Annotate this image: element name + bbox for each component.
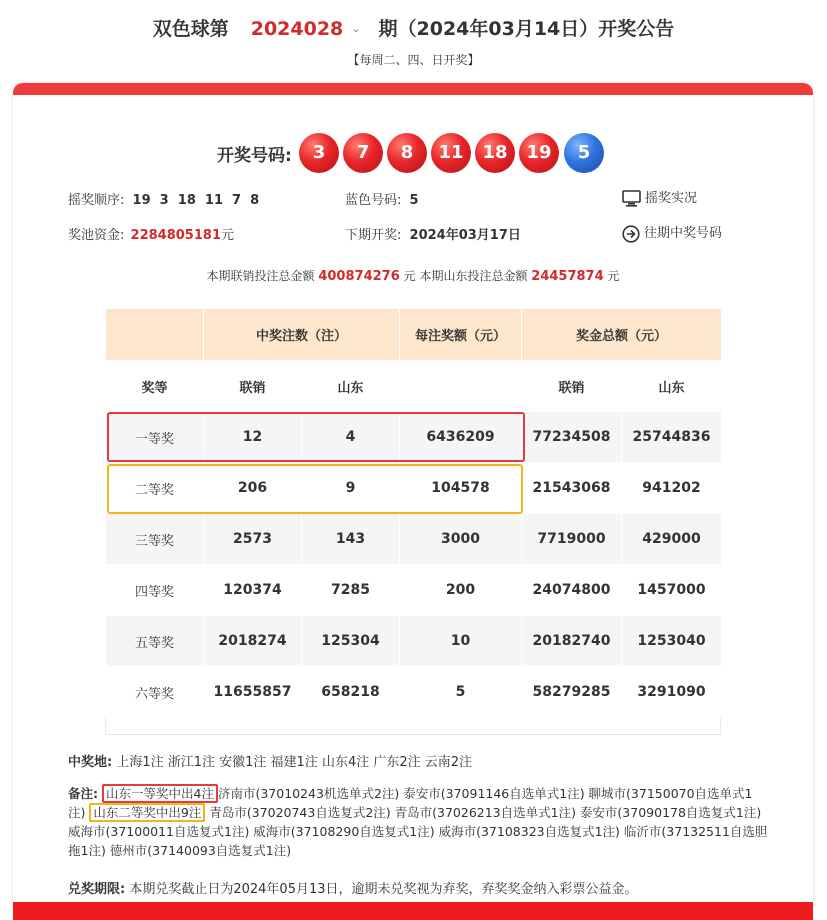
- table-cell: 2018274: [204, 616, 302, 667]
- next-draw: [345, 224, 521, 243]
- first-prize-note-highlight: 山东一等奖中出4注: [102, 784, 218, 803]
- table-header-cell: 每注奖额（元）: [400, 309, 522, 361]
- table-cell: 25744836: [622, 412, 722, 463]
- claim-deadline-label: 兑奖期限:: [68, 882, 126, 897]
- remark: [68, 784, 768, 860]
- prize-level: 一等奖: [106, 412, 204, 463]
- shandong-sales-value: 24457874: [531, 269, 604, 284]
- table-header-cell: 奖金总额（元）: [522, 309, 722, 361]
- table-header-cell: 奖等: [106, 361, 204, 412]
- sales-summary: [13, 267, 813, 284]
- table-cell: 658218: [302, 667, 400, 718]
- live-draw-label[interactable]: 摇奖实况: [645, 191, 698, 206]
- table-cell: 143: [302, 514, 400, 565]
- prize-pool-unit: 元: [221, 228, 235, 243]
- table-cell: 206: [204, 463, 302, 514]
- table-cell: 24074800: [522, 565, 622, 616]
- table-cell: 11655857: [204, 667, 302, 718]
- prize-level: 四等奖: [106, 565, 204, 616]
- prize-pool: [68, 224, 234, 243]
- table-cell: 120374: [204, 565, 302, 616]
- shandong-sales-unit: 元: [607, 269, 620, 283]
- table-sub-header: [106, 361, 722, 412]
- prize-level: 二等奖: [106, 463, 204, 514]
- table-cell: 7285: [302, 565, 400, 616]
- table-cell: 12: [204, 412, 302, 463]
- table-row: [106, 667, 722, 718]
- red-ball: 7: [343, 133, 383, 173]
- second-prize-note: 青岛市(37020743自选复式2注) 青岛市(37026213自选单式1注) 泰安市(37090178自选复式1注) 威海市(37100011自选复式1注) 威海市(37108290自选复式1注) 威海市(37108323自选复式1注) 临沂市(37132511自选胆拖1注) 德州市(37140093自选复式1注): [68, 805, 768, 858]
- table-cell: 7719000: [522, 514, 622, 565]
- table-cell: 3000: [400, 514, 522, 565]
- title-suffix: 期（2024年03月14日）开奖公告: [378, 18, 675, 40]
- red-ball: 18: [475, 133, 515, 173]
- table-cell: 125304: [302, 616, 400, 667]
- table-cell: 104578: [400, 463, 522, 514]
- winning-places: [68, 751, 472, 770]
- table-row: [106, 514, 722, 565]
- table-cell: 3291090: [622, 667, 722, 718]
- table-cell: 21543068: [522, 463, 622, 514]
- shandong-sales-label: 本期山东投注总金额: [419, 269, 528, 283]
- blue-number: [345, 189, 419, 208]
- winning-places-label: 中奖地:: [68, 755, 113, 770]
- table-cell: 200: [400, 565, 522, 616]
- table-header-cell: 中奖注数（注）: [204, 309, 400, 361]
- next-draw-value: 2024年03月17日: [409, 228, 521, 243]
- table-cell: 5: [400, 667, 522, 718]
- result-card: [13, 83, 813, 905]
- issue-selector[interactable]: 2024028: [250, 18, 344, 40]
- table-cell: 1253040: [622, 616, 722, 667]
- table-cell: 20182740: [522, 616, 622, 667]
- table-row: [106, 565, 722, 616]
- bottom-bar: [13, 902, 813, 920]
- winning-numbers: [13, 133, 813, 173]
- national-sales-unit: 元: [403, 269, 416, 283]
- prize-pool-value: 2284805181: [130, 228, 221, 243]
- page-title: [0, 14, 827, 41]
- first-prize-note: 济南市(37010243机选单式2注) 泰安市(37091146自选单式1注) 聊城市(37150070自选单式1注): [68, 786, 753, 820]
- prize-level: 六等奖: [106, 667, 204, 718]
- table-cell: 2573: [204, 514, 302, 565]
- table-cell: 941202: [622, 463, 722, 514]
- page-header: [0, 0, 827, 84]
- blue-number-value: 5: [409, 193, 419, 208]
- table-header-cell: 联销: [204, 361, 302, 412]
- table-header-cell: 联销: [522, 361, 622, 412]
- red-ball: 8: [387, 133, 427, 173]
- history-link[interactable]: [622, 222, 722, 243]
- draw-schedule: 【每周二、四、日开奖】: [347, 53, 480, 67]
- table-cell: 4: [302, 412, 400, 463]
- chevron-down-icon[interactable]: ⌄: [351, 22, 361, 35]
- table-cell: 1457000: [622, 565, 722, 616]
- table-header-cell: [400, 361, 522, 412]
- next-draw-label: 下期开奖:: [345, 228, 402, 243]
- prize-level: 三等奖: [106, 514, 204, 565]
- live-draw-link[interactable]: [622, 187, 697, 207]
- table-cell: 58279285: [522, 667, 622, 718]
- blue-ball: 5: [564, 133, 604, 173]
- claim-deadline: [68, 878, 638, 897]
- second-prize-highlight: [107, 464, 523, 514]
- table-cell: 10: [400, 616, 522, 667]
- table-group-header: [106, 309, 722, 361]
- national-sales-value: 400874276: [318, 269, 400, 284]
- table-header-cell: [106, 309, 204, 361]
- table-cell: 429000: [622, 514, 722, 565]
- draw-order-value: 19 3 18 11 7 8: [132, 193, 260, 208]
- blue-number-label: 蓝色号码:: [345, 193, 402, 208]
- red-ball: 19: [519, 133, 559, 173]
- first-prize-highlight: [107, 412, 525, 462]
- winning-numbers-label: 开奖号码:: [217, 146, 292, 166]
- table-cell: 77234508: [522, 412, 622, 463]
- table-cell: 9: [302, 463, 400, 514]
- table-header-cell: 山东: [622, 361, 722, 412]
- red-ball: 3: [299, 133, 339, 173]
- table-cell: 6436209: [400, 412, 522, 463]
- second-prize-note-highlight: 山东二等奖中出9注: [89, 803, 205, 822]
- remark-label: 备注:: [68, 786, 98, 801]
- prize-pool-label: 奖池资金:: [68, 228, 125, 243]
- draw-order-label: 摇奖顺序:: [68, 193, 125, 208]
- draw-order: [68, 189, 259, 208]
- table-row: [106, 616, 722, 667]
- arrow-right-circle-icon: [622, 225, 640, 243]
- winning-places-value: 上海1注 浙江1注 安徽1注 福建1注 山东4注 广东2注 云南2注: [116, 755, 473, 770]
- table-header-cell: 山东: [302, 361, 400, 412]
- claim-deadline-value: 本期兑奖截止日为2024年05月13日，逾期未兑奖视为弃奖，弃奖奖金纳入彩票公益金。: [129, 882, 638, 897]
- red-ball: 11: [431, 133, 471, 173]
- prize-level: 五等奖: [106, 616, 204, 667]
- national-sales-label: 本期联销投注总金额: [206, 269, 315, 283]
- title-prefix: 双色球第: [152, 18, 229, 40]
- monitor-icon: [622, 190, 641, 207]
- history-label[interactable]: 往期中奖号码: [644, 226, 723, 241]
